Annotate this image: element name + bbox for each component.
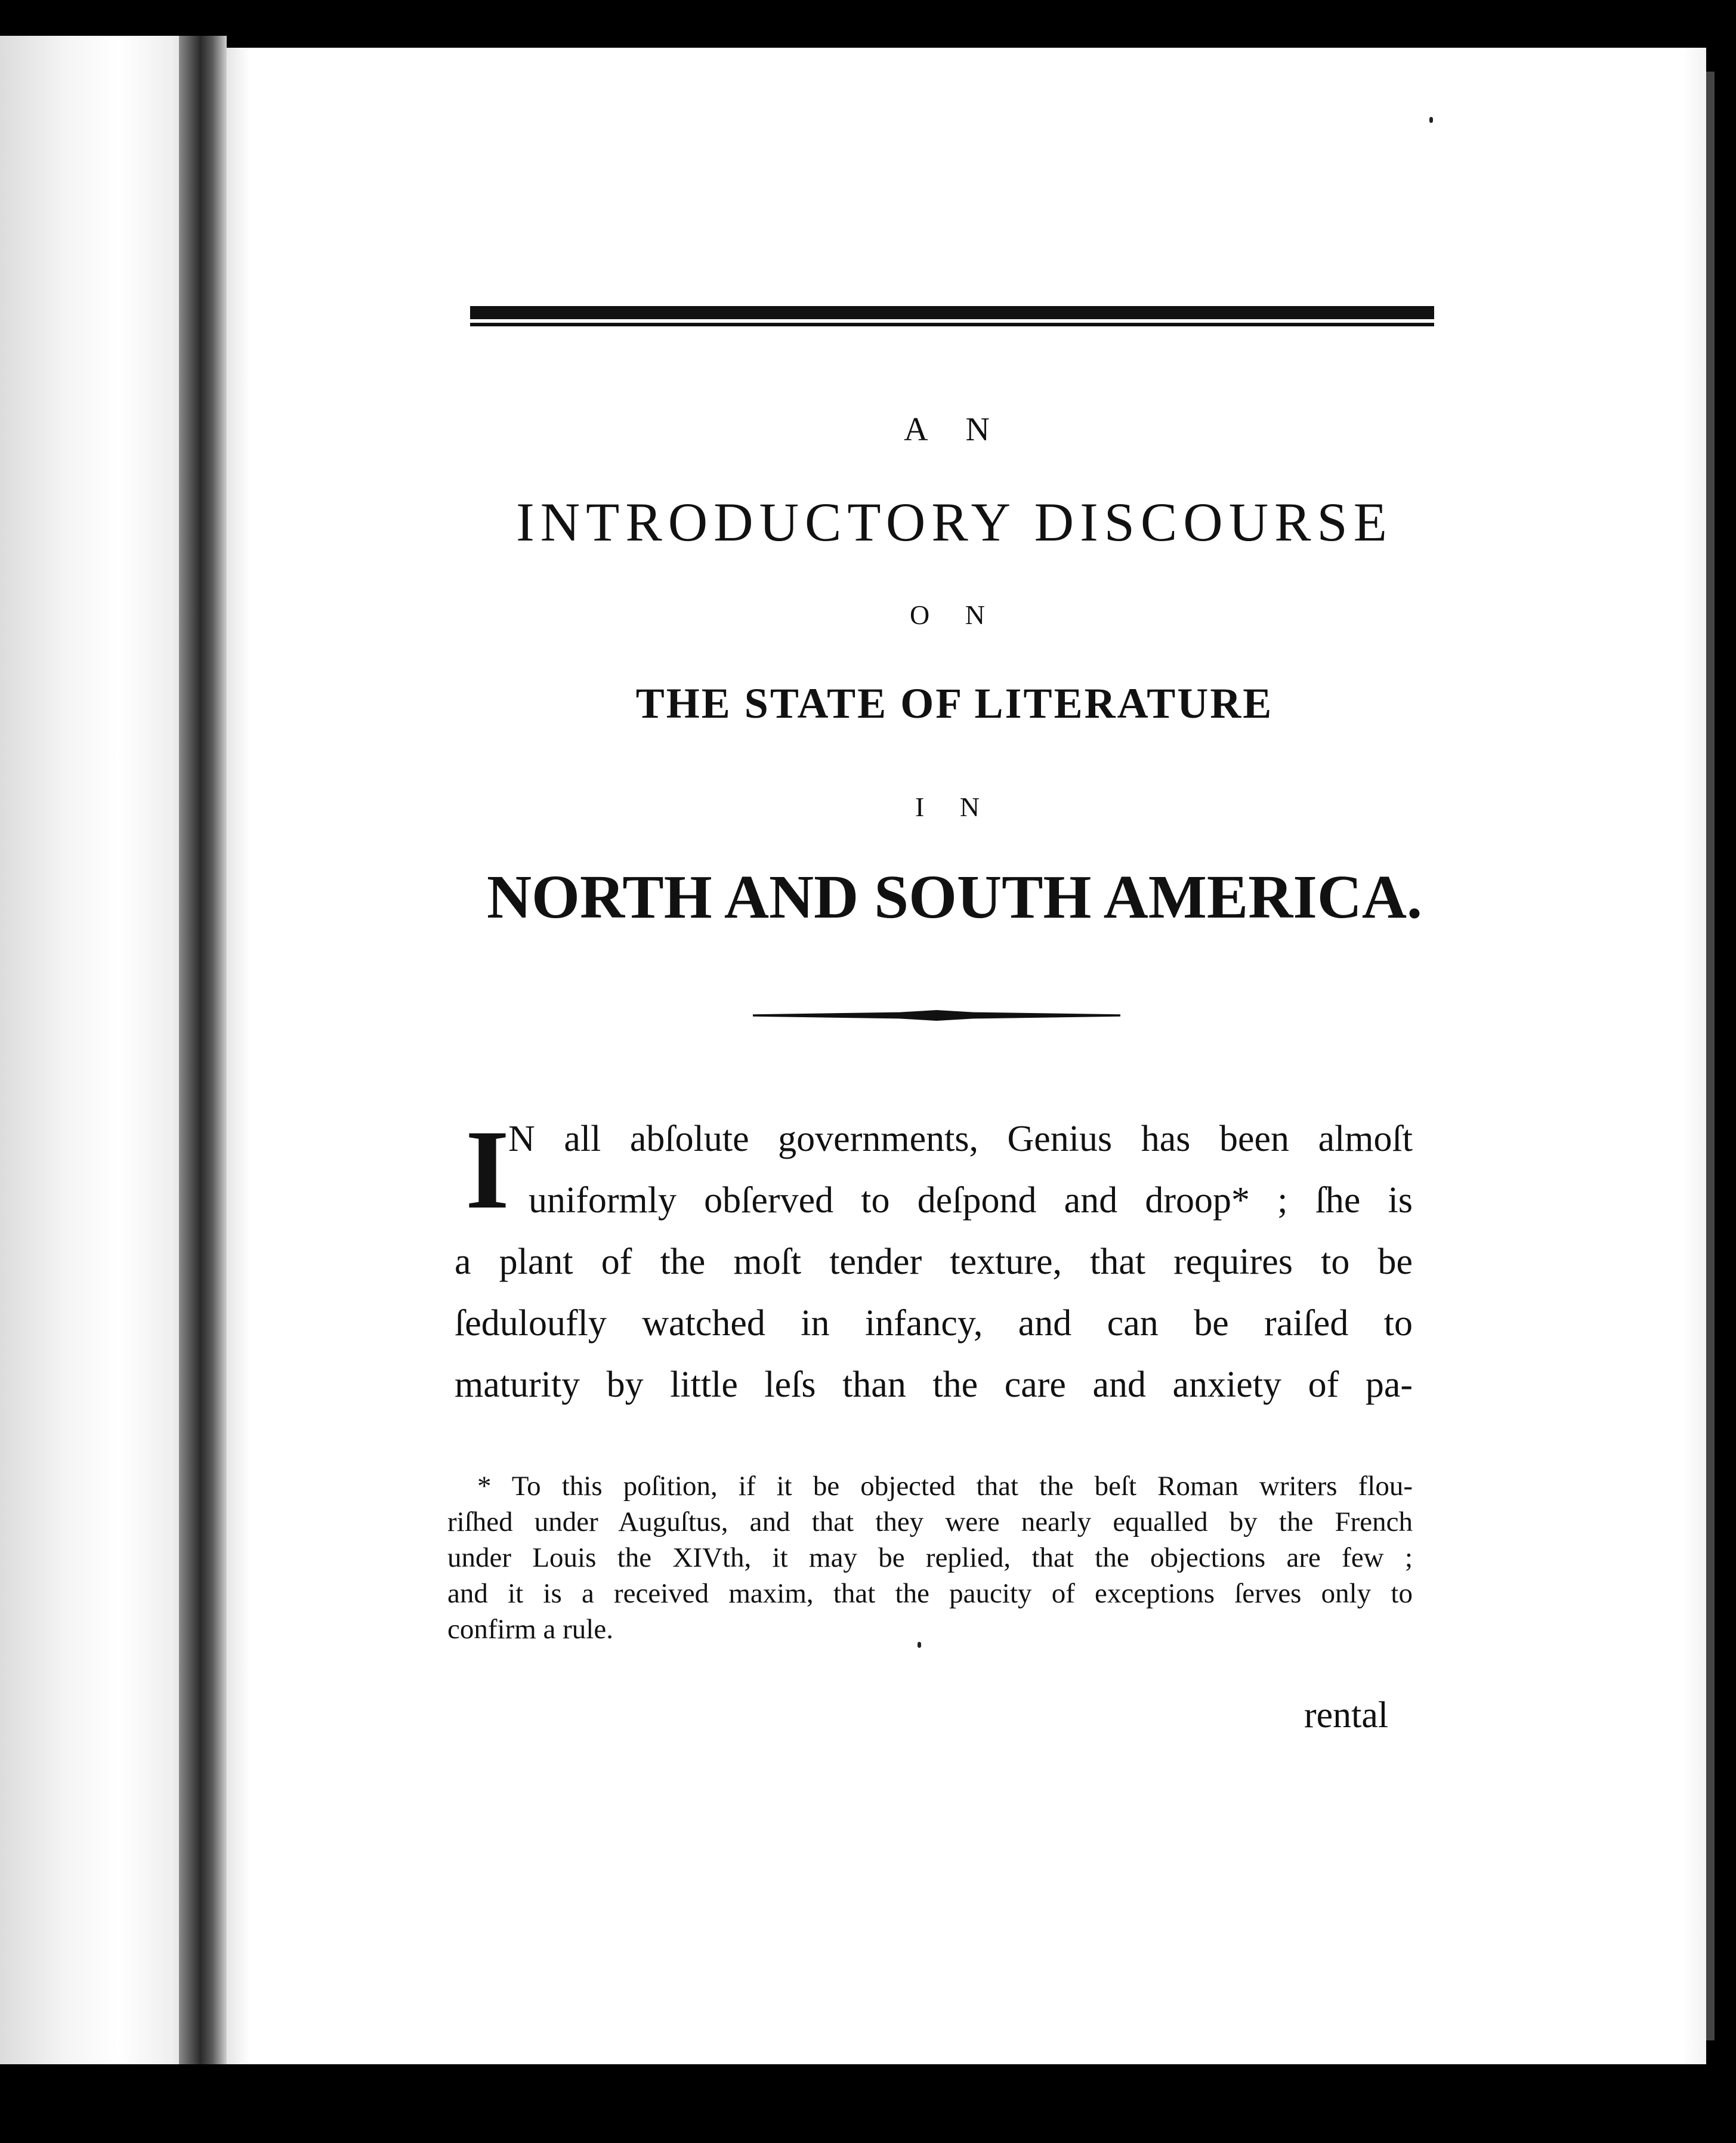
body-line-4: ſeduloufly watched in infancy, and can be raiſed to	[455, 1303, 1413, 1344]
body-line-5: maturity by little leſs than the care and anxiety of pa-	[455, 1364, 1413, 1405]
footnote-line-5: confirm a rule.	[447, 1614, 613, 1645]
drop-cap: I	[465, 1107, 509, 1233]
page-right-edge	[1706, 72, 1715, 2040]
book-page	[227, 48, 1706, 2064]
body-line-2: uniformly obſerved to deſpond and droop* ; ſhe is	[529, 1180, 1413, 1221]
heading-in: I N	[915, 792, 994, 822]
footnote-line-1: * To this poſition, if it be objected that the beſt Roman writers flou-	[477, 1471, 1413, 1502]
heading-on: O N	[910, 600, 999, 630]
header-rule-thick	[470, 306, 1434, 319]
heading-region: NORTH AND SOUTH AMERICA.	[486, 863, 1423, 931]
body-line-3: a plant of the moſt tender texture, that requires to be	[455, 1242, 1413, 1282]
ink-speck	[918, 1642, 921, 1648]
heading-an: A N	[904, 411, 1005, 448]
ink-speck	[1429, 117, 1433, 123]
heading-subject: THE STATE OF LITERATURE	[635, 680, 1274, 727]
catchword: rental	[1304, 1695, 1389, 1736]
heading-title: INTRODUCTORY DISCOURSE	[516, 492, 1393, 552]
footnote-line-2: riſhed under Auguſtus, and that they were nearly equalled by the French	[447, 1506, 1413, 1537]
body-line-1: N all abſolute governments, Genius has been almoſt	[508, 1119, 1413, 1159]
footnote-line-3: under Louis the XIVth, it may be replied, that the objections are few ;	[447, 1542, 1413, 1573]
book-gutter	[179, 36, 227, 2064]
header-rule-thin	[470, 323, 1434, 326]
footnote-line-4: and it is a received maxim, that the paucity of exceptions ſerves only to	[447, 1578, 1413, 1609]
